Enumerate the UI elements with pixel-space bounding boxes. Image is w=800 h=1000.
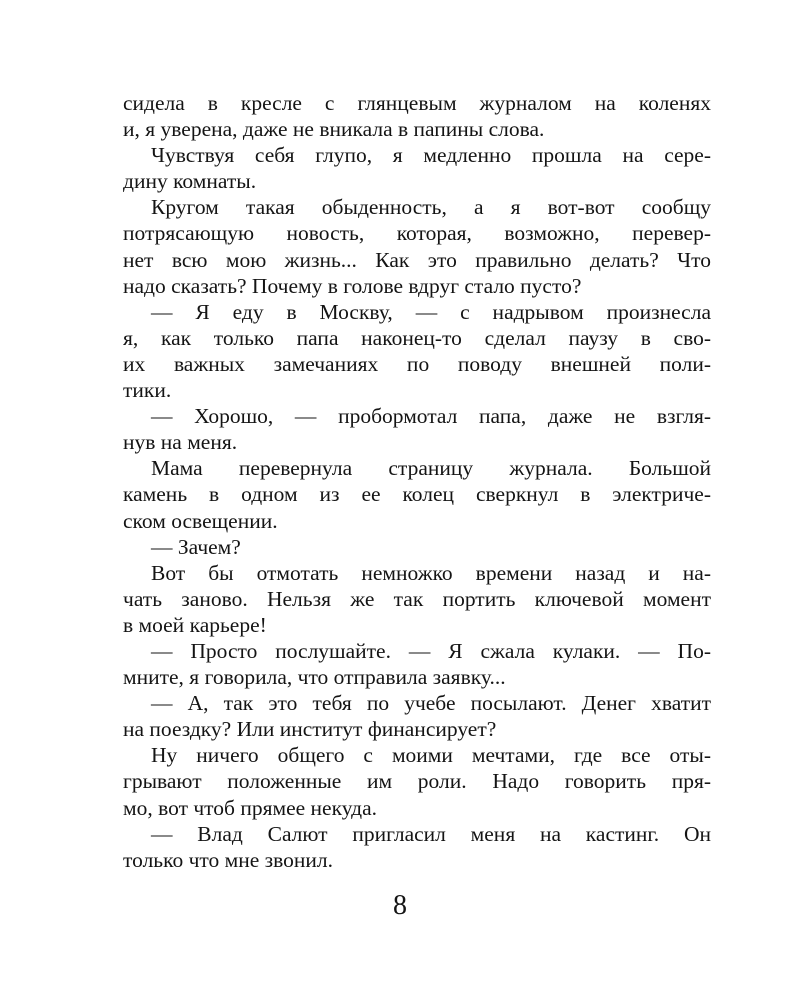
text-line: дину комнаты. (123, 169, 257, 194)
text-line: Кругом такая обыденность, а я вот-вот сообщу (151, 195, 711, 220)
text-line: сидела в кресле с глянцевым журналом на коленях (123, 91, 711, 115)
text-line: Чувствуя себя глупо, я медленно прошла на сере- (151, 143, 711, 168)
text-line: — Я еду в Москву, — с надрывом произнесла (151, 299, 711, 324)
text-line: нув на меня. (123, 430, 238, 455)
text-line: я, как только папа наконец-то сделал паузу в сво- (123, 325, 711, 350)
text-line: грывают положенные им роли. Надо говорить пря- (123, 769, 711, 794)
text-line: Вот бы отмотать немножко времени назад и на- (151, 560, 711, 585)
text-line: потрясающую новость, которая, возможно, перевер- (123, 221, 711, 246)
text-line: только что мне звонил. (123, 847, 334, 872)
text-line: надо сказать? Почему в голове вдруг стало пусто? (123, 273, 582, 298)
text-line: — Просто послушайте. — Я сжала кулаки. — По- (151, 638, 711, 663)
page-number: 8 (393, 890, 407, 921)
text-line: в моей карьере! (123, 612, 267, 637)
text-line: и, я уверена, даже не вникала в папины слова. (123, 117, 545, 142)
text-line: камень в одном из ее колец сверкнул в электриче- (123, 482, 711, 507)
text-line: тики. (123, 378, 172, 403)
text-line: — А, так это тебя по учебе посылают. Денег хватит (151, 691, 711, 716)
text-line: нет всю мою жизнь... Как это правильно делать? Что (123, 247, 711, 272)
text-line: мните, я говорила, что отправила заявку... (123, 665, 506, 690)
text-line: Ну ничего общего с моими мечтами, где все оты- (151, 743, 711, 768)
text-line: Мама перевернула страницу журнала. Большой (151, 456, 711, 481)
text-line: их важных замечаниях по поводу внешней поли- (123, 351, 711, 376)
text-line: на поездку? Или институт финансирует? (123, 717, 497, 742)
text-line: чать заново. Нельзя же так портить ключевой момент (123, 586, 711, 611)
text-line: — Хорошо, — пробормотал папа, даже не взгля- (151, 404, 711, 429)
text-line: ском освещении. (123, 508, 278, 533)
text-line: — Влад Салют пригласил меня на кастинг. Он (151, 821, 711, 846)
text-line: мо, вот чтоб прямее некуда. (123, 795, 377, 820)
text-line: — Зачем? (151, 534, 241, 559)
body-text (123, 90, 711, 873)
